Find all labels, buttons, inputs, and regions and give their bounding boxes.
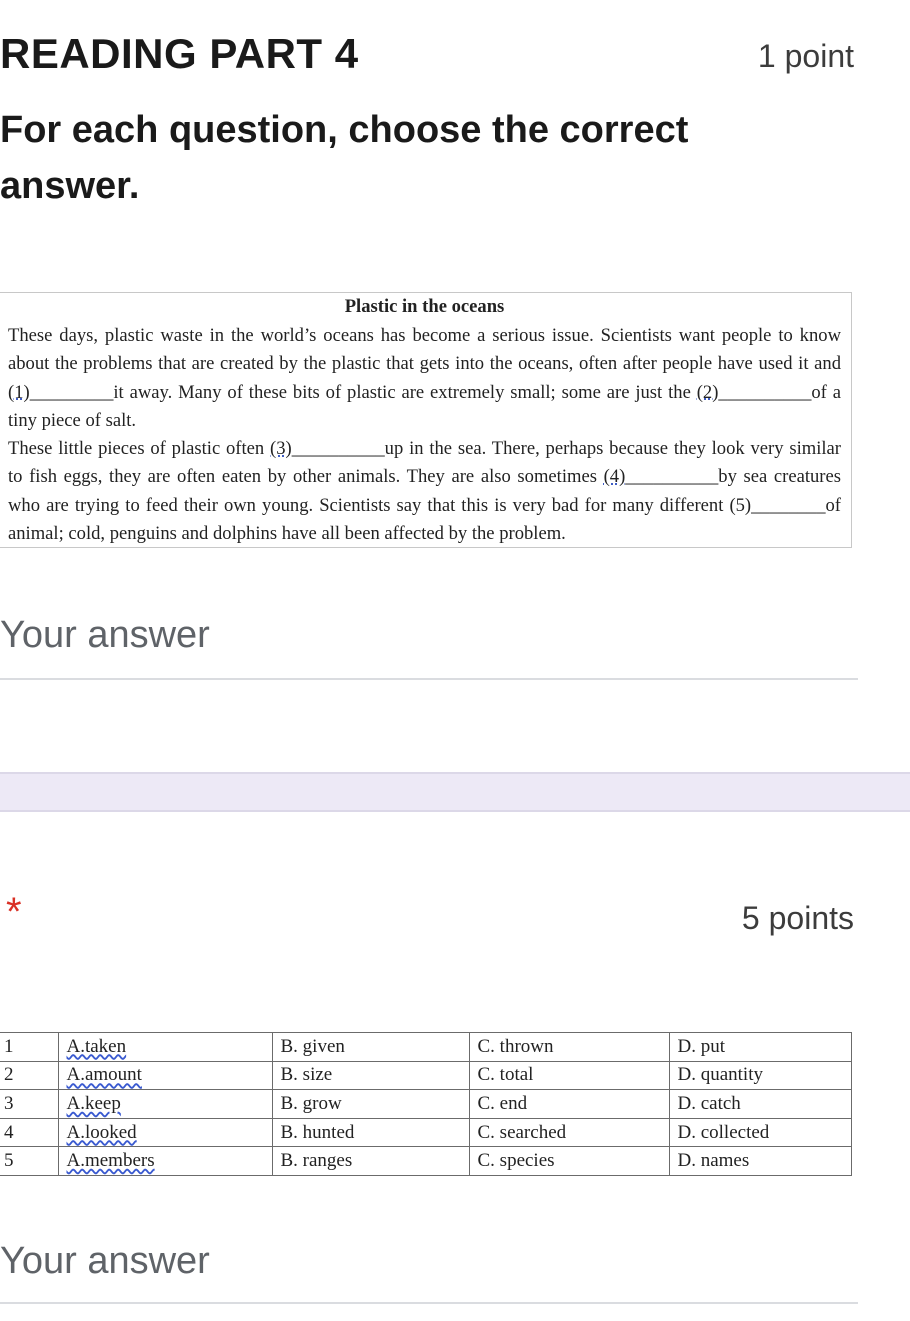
question-2-points: 5 points xyxy=(741,900,854,936)
question-points: 1 point xyxy=(757,38,854,74)
option-number: 5 xyxy=(0,1147,58,1176)
option-a: A.keep xyxy=(66,1092,121,1114)
blank-3: (3) xyxy=(270,438,292,460)
option-b: B. size xyxy=(272,1061,469,1090)
blank-5: (5) xyxy=(729,494,752,516)
table-row xyxy=(0,1033,852,1062)
option-a: A.taken xyxy=(66,1035,127,1057)
option-c: C. searched xyxy=(469,1118,669,1147)
options-table xyxy=(0,1032,852,1176)
option-a: A.amount xyxy=(66,1064,142,1086)
option-a: A.members xyxy=(66,1150,155,1172)
table-row xyxy=(0,1118,852,1147)
option-c: C. total xyxy=(469,1061,669,1090)
option-b: B. grow xyxy=(272,1090,469,1119)
option-c: C. end xyxy=(469,1090,669,1119)
option-number: 4 xyxy=(0,1118,58,1147)
required-asterisk: * xyxy=(6,890,22,934)
option-b: B. hunted xyxy=(272,1118,469,1147)
blank-2: (2) xyxy=(696,381,719,403)
option-a: A.looked xyxy=(66,1121,137,1143)
answer-input-2[interactable]: Your answer xyxy=(0,1240,210,1282)
option-d: D. names xyxy=(669,1147,852,1176)
answer-input-1[interactable]: Your answer xyxy=(0,614,210,656)
option-d: D. put xyxy=(669,1033,852,1062)
option-b: B. given xyxy=(272,1033,469,1062)
question-description: For each question, choose the correct answer. xyxy=(0,109,689,207)
answer-underline-2 xyxy=(0,1302,858,1304)
table-row xyxy=(0,1061,852,1090)
option-number: 3 xyxy=(0,1090,58,1119)
passage-paragraph-2: These little pieces of plastic often (3)__________up in the sea. There, perhaps because they look very similar to fish eggs, they are often eaten by other animals. They are also sometimes (4)__________by sea creatures who are trying to feed their own young. Scientists say that this is very bad for many different (5)________of animal; cold, penguins and dolphins have all been affected by the problem. xyxy=(8,438,841,545)
option-d: D. quantity xyxy=(669,1061,852,1090)
option-number: 2 xyxy=(0,1061,58,1090)
passage-paragraph-1: These days, plastic waste in the world’s oceans has become a serious issue. Scientists want people to know about the problems that are created by the plastic that gets into the oceans, often after people have used it and (1)_________it away. Many of these bits of plastic are extremely small; some are just the (2)__________of a tiny piece of salt. xyxy=(8,325,842,431)
section-separator xyxy=(0,772,910,812)
blank-1: (1) xyxy=(8,381,30,403)
option-d: D. collected xyxy=(669,1118,852,1147)
answer-underline-1 xyxy=(0,678,858,680)
option-number: 1 xyxy=(0,1033,58,1062)
passage-title: Plastic in the oceans xyxy=(344,296,505,317)
option-c: C. thrown xyxy=(469,1033,669,1062)
blank-4: (4) xyxy=(603,466,626,488)
question-title: READING PART 4 xyxy=(0,30,359,77)
option-d: D. catch xyxy=(669,1090,852,1119)
table-row xyxy=(0,1090,852,1119)
option-b: B. ranges xyxy=(272,1147,469,1176)
option-c: C. species xyxy=(469,1147,669,1176)
table-row xyxy=(0,1147,852,1176)
reading-passage-image xyxy=(0,292,852,548)
